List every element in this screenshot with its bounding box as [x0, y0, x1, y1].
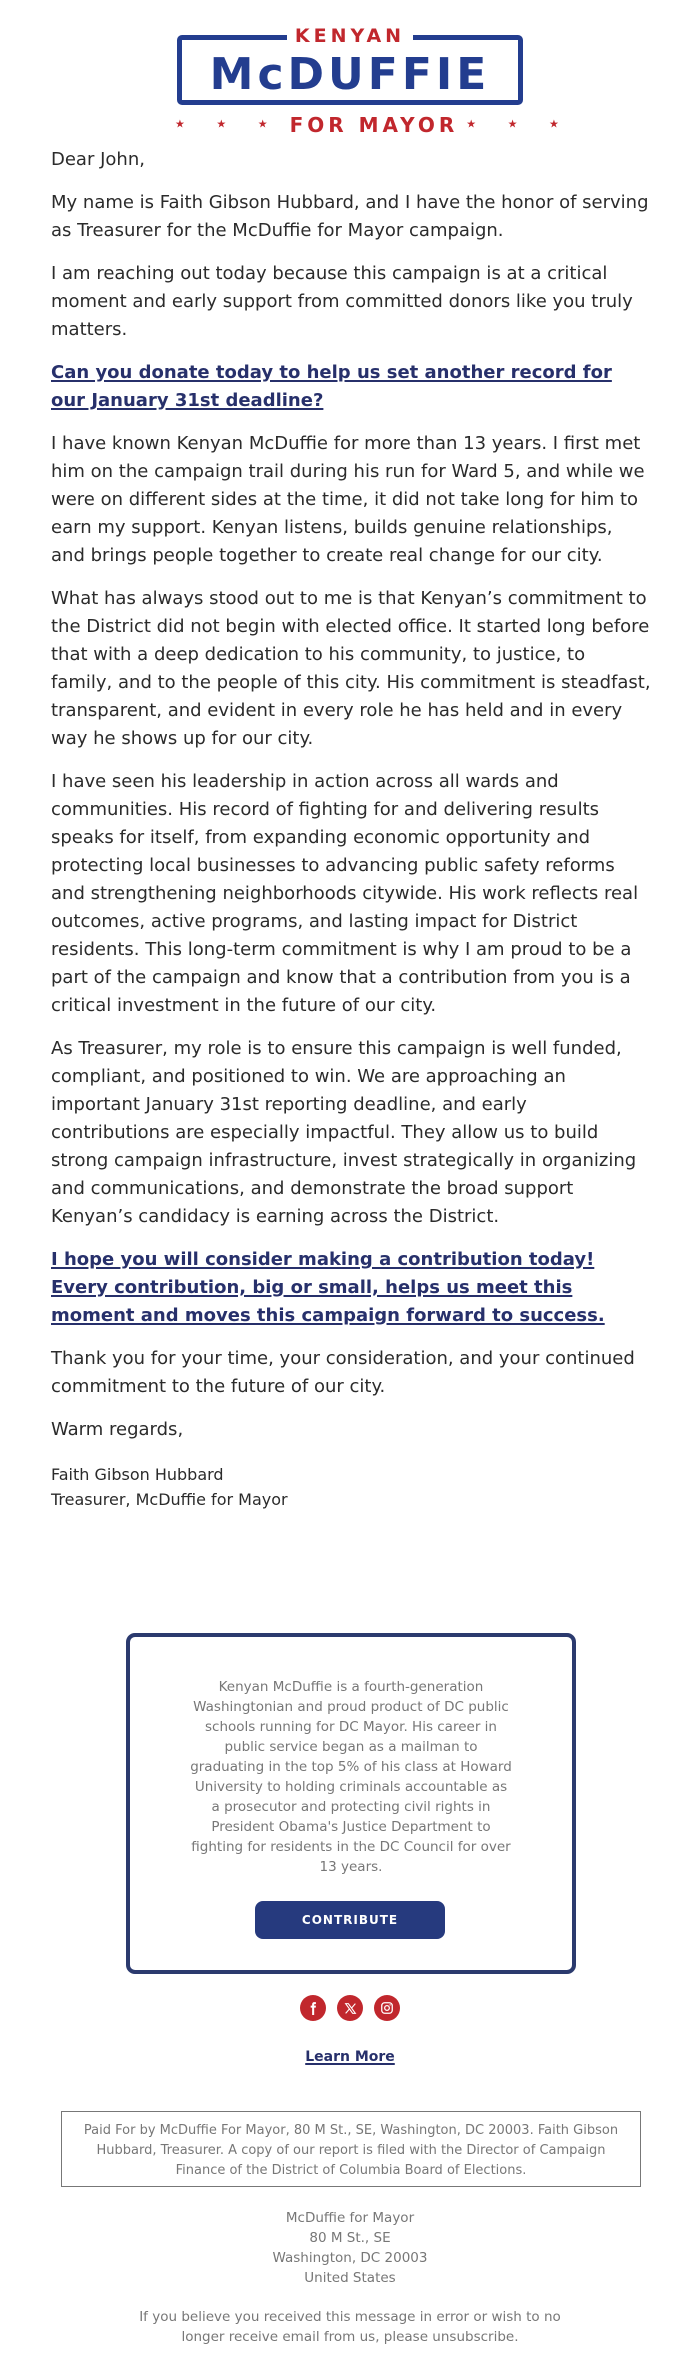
- paragraph: I am reaching out today because this campaign is at a critical moment and early support from committed donors like you truly matters.: [51, 263, 633, 340]
- paragraph: Thank you for your time, your consideration, and your continued commitment to the future of our city.: [51, 1348, 635, 1397]
- paragraph: My name is Faith Gibson Hubbard, and I have the honor of serving as Treasurer for the McDuffie for Mayor campaign.: [51, 192, 649, 241]
- candidate-bio: Kenyan McDuffie is a fourth-generation Washingtonian and proud product of DC public schools running for DC Mayor. His career in public service began as a mailman to graduating in the top 5% of his class at Howard University to holding criminals accountable as a prosecutor and protecting civil rights in President Obama's Justice Department to fighting for residents in the DC Council for over 13 years.: [190, 1679, 512, 1875]
- campaign-logo: [175, 25, 573, 145]
- signature-title: Treasurer, McDuffie for Mayor: [51, 1490, 288, 1509]
- instagram-icon[interactable]: [374, 1995, 400, 2021]
- signature-block: [51, 1462, 651, 1512]
- mailing-address: [0, 2208, 700, 2288]
- star-icons-right: ★ ★ ★: [466, 117, 573, 131]
- letter-body: [51, 146, 651, 1512]
- bio-card: [126, 1633, 576, 1974]
- paid-for-disclaimer: Paid For by McDuffie For Mayor, 80 M St., SE, Washington, DC 20003. Faith Gibson Hubbard, Treasurer. A copy of our report is filed with the Director of Campaign Finance of the District of Columbia Board of Elections.: [61, 2111, 641, 2187]
- address-street: 80 M St., SE: [309, 2230, 391, 2246]
- address-country: United States: [304, 2270, 396, 2286]
- paragraph: I have seen his leadership in action across all wards and communities. His record of fighting for and delivering results speaks for itself, from expanding economic opportunity and protecting local businesses to advancing public safety reforms and strengthening neighborhoods citywide. His work reflects real outcomes, active programs, and lasting impact for District residents. This long-term commitment is why I am proud to be a part of the campaign and know that a contribution from you is a critical investment in the future of our city.: [51, 771, 639, 1016]
- logo-last-name: McDUFFIE: [209, 49, 491, 100]
- unsubscribe-notice[interactable]: If you believe you received this message in error or wish to no longer receive email from us, please unsubscribe.: [139, 2309, 561, 2345]
- logo-tagline: FOR MAYOR: [289, 112, 459, 137]
- salutation: Dear John,: [51, 149, 145, 170]
- closing: Warm regards,: [51, 1419, 184, 1440]
- contribute-button[interactable]: CONTRIBUTE: [255, 1901, 445, 1939]
- paragraph: What has always stood out to me is that Kenyan’s commitment to the District did not begin with elected office. It started long before that with a deep dedication to his community, to justice, to family, and to the people of this city. His commitment is steadfast, transparent, and evident in every role he has held and in every way he shows up for our city.: [51, 588, 651, 749]
- address-org: McDuffie for Mayor: [285, 2210, 415, 2226]
- star-icons-left: ★ ★ ★: [175, 117, 282, 131]
- paragraph: I have known Kenyan McDuffie for more than 13 years. I first met him on the campaign trail during his run for Ward 5, and while we were on different sides at the time, it did not take long for him to earn my support. Kenyan listens, builds genuine relationships, and brings people together to create real change for our city.: [51, 433, 645, 566]
- logo-first-name: KENYAN: [287, 27, 413, 45]
- address-city: Washington, DC 20003: [272, 2250, 428, 2266]
- contribution-cta-link[interactable]: I hope you will consider making a contribution today! Every contribution, big or small, helps us meet this moment and moves this campaign forward to success.: [51, 1249, 605, 1326]
- x-icon[interactable]: [337, 1995, 363, 2021]
- learn-more-link[interactable]: Learn More: [305, 2049, 395, 2065]
- donate-cta-link[interactable]: Can you donate today to help us set another record for our January 31st deadline?: [51, 362, 612, 411]
- paragraph: As Treasurer, my role is to ensure this campaign is well funded, compliant, and positioned to win. We are approaching an important January 31st reporting deadline, and early contributions are especially impactful. They allow us to build strong campaign infrastructure, invest strategically in organizing and communications, and demonstrate the broad support Kenyan’s candidacy is earning across the District.: [51, 1038, 637, 1227]
- signature-name: Faith Gibson Hubbard: [51, 1465, 224, 1484]
- social-links: [300, 1995, 400, 2021]
- facebook-icon[interactable]: [300, 1995, 326, 2021]
